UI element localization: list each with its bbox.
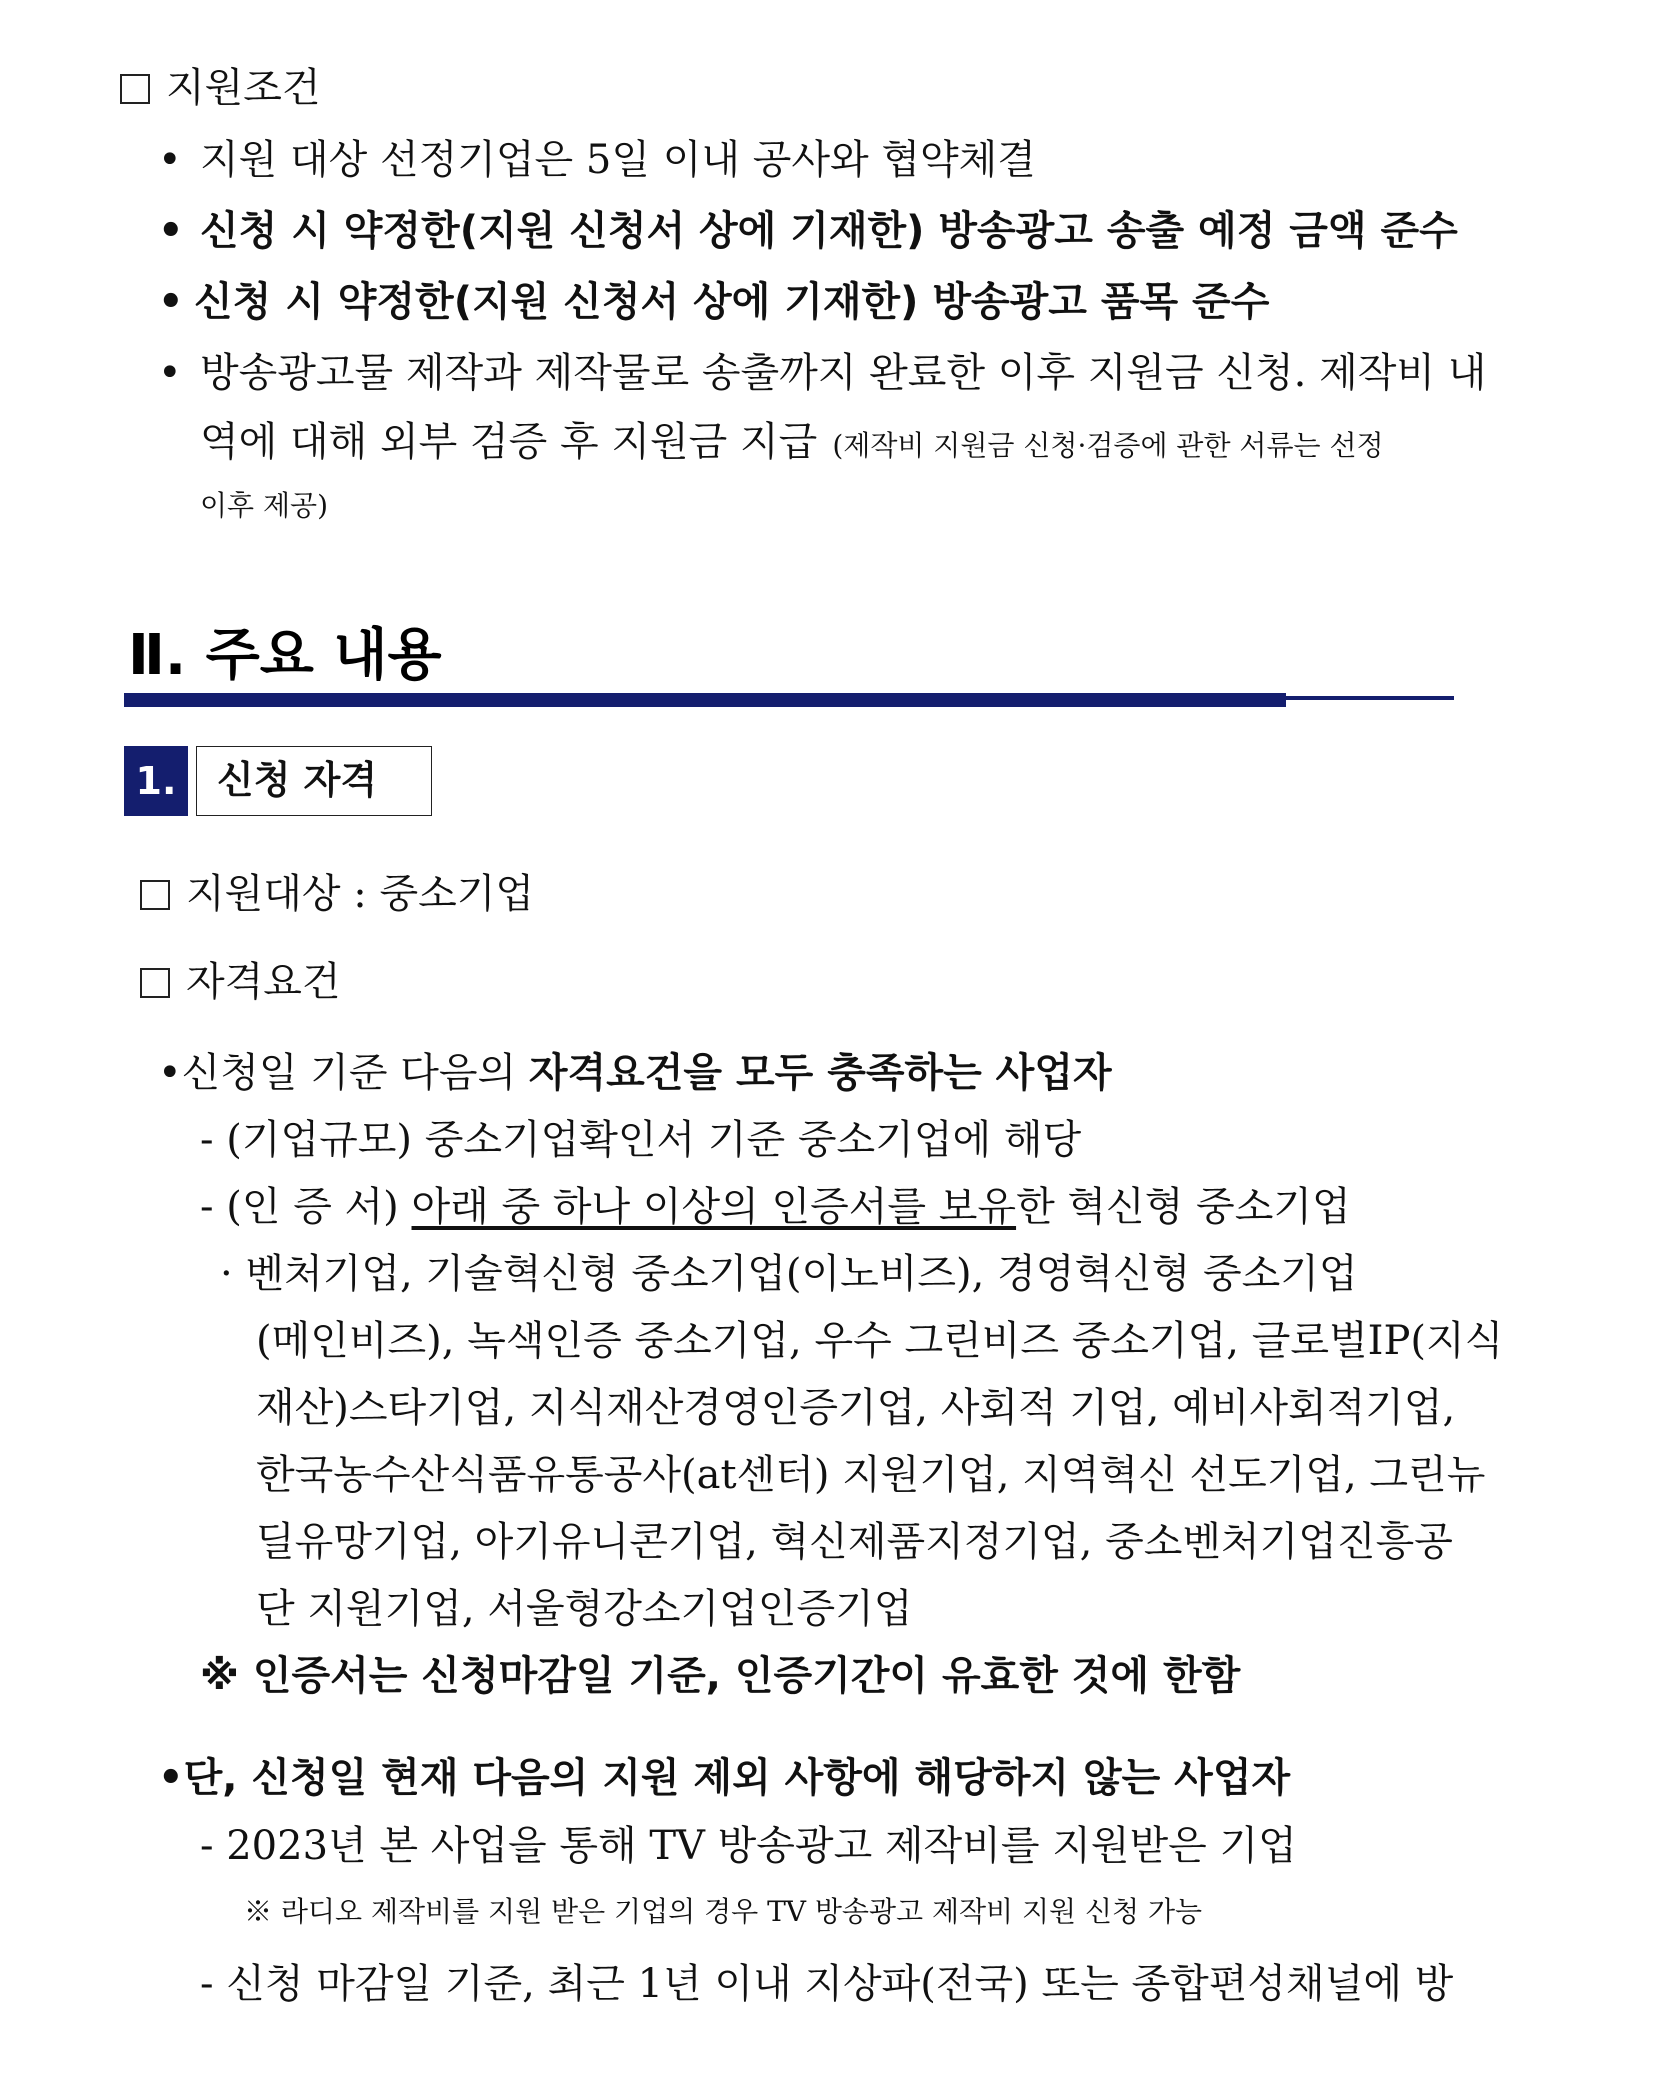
requirement-bullet-a [158, 1047, 1112, 1099]
requirements-heading [140, 956, 341, 1008]
cert-line-6: 단 지원기업, 서울형강소기업인증기업 [256, 1586, 913, 1632]
cert-line-3: 재산)스타기업, 지식재산경영인증기업, 사회적 기업, 예비사회적기업, [256, 1385, 1456, 1431]
condition-text-1: 지원 대상 선정기업은 5일 이내 공사와 협약체결 [200, 137, 1036, 183]
support-conditions-heading-text: 지원조건 [166, 65, 321, 111]
requirement-bullet-b: •단, 신청일 현재 다음의 지원 제외 사항에 해당하지 않는 사업자 [158, 1755, 1291, 1801]
condition-text-4-line1: 방송광고물 제작과 제작물로 송출까지 완료한 이후 지원금 신청. 제작비 내 [200, 350, 1487, 396]
checkbox-square-icon [140, 880, 170, 910]
requirement-bullet-a-prefix: •신청일 기준 다음의 [158, 1050, 529, 1096]
condition-bullet-4: • [158, 350, 182, 396]
requirement-dash-2 [200, 1181, 1351, 1233]
checkbox-square-icon [120, 74, 150, 104]
requirements-heading-text: 자격요건 [186, 959, 341, 1005]
condition-bullet-3: • [158, 279, 184, 325]
bullet-dot-icon: • [158, 137, 182, 183]
condition-text-4-line2 [200, 416, 1384, 468]
checkbox-square-icon [140, 968, 170, 998]
cert-line-1: · 벤처기업, 기술혁신형 중소기업(이노비즈), 경영혁신형 중소기업 [220, 1251, 1358, 1297]
condition-bullet-2: • [158, 208, 184, 254]
subsection-title: 신청 자격 [196, 746, 432, 816]
cert-line-5: 딜유망기업, 아기유니콘기업, 혁신제품지정기업, 중소벤처기업진흥공 [256, 1519, 1453, 1565]
support-conditions-heading [120, 62, 321, 114]
exclusion-2: - 신청 마감일 기준, 최근 1년 이내 지상파(전국) 또는 종합편성채널에 방 [200, 1961, 1454, 2007]
subsection-number: 1. [124, 746, 188, 816]
requirement-dash-2-underlined: 아래 중 하나 이상의 인증서를 보유 [411, 1184, 1017, 1230]
cert-line-4: 한국농수산식품유통공사(at센터) 지원기업, 지역혁신 선도기업, 그린뉴 [256, 1452, 1486, 1498]
requirement-dash-2-prefix: - (인 증 서) [200, 1184, 412, 1230]
condition-text-4-line2-main: 역에 대해 외부 검증 후 지원금 지급 [200, 419, 818, 465]
target-label: 지원대상 : 중소기업 [186, 871, 535, 917]
target-heading [140, 868, 534, 920]
certificate-validity-note: ※ 인증서는 신청마감일 기준, 인증기간이 유효한 것에 한함 [200, 1653, 1241, 1699]
requirement-dash-1: - (기업규모) 중소기업확인서 기준 중소기업에 해당 [200, 1117, 1082, 1163]
condition-text-4-line3-small: 이후 제공) [200, 489, 329, 522]
requirement-bullet-a-bold: 자격요건을 모두 충족하는 사업자 [528, 1050, 1112, 1096]
cert-line-2: (메인비즈), 녹색인증 중소기업, 우수 그린비즈 중소기업, 글로벌IP(지식 [256, 1318, 1504, 1364]
exclusion-1: - 2023년 본 사업을 통해 TV 방송광고 제작비를 지원받은 기업 [200, 1823, 1297, 1869]
condition-text-2: 신청 시 약정한(지원 신청서 상에 기재한) 방송광고 송출 예정 금액 준수 [200, 208, 1458, 254]
exclusion-1-note: ※ 라디오 제작비를 지원 받은 기업의 경우 TV 방송광고 제작비 지원 신청 가능 [244, 1895, 1203, 1928]
condition-text-3: 신청 시 약정한(지원 신청서 상에 기재한) 방송광고 품목 준수 [194, 279, 1270, 325]
requirement-dash-2-suffix: 한 혁신형 중소기업 [1016, 1184, 1351, 1230]
condition-text-4-line2-small: (제작비 지원금 신청·검증에 관한 서류는 선정 [832, 429, 1384, 462]
section-rule-thin [1286, 696, 1454, 700]
section-title: Ⅱ. 주요 내용 [128, 623, 442, 688]
condition-bullet-1 [158, 134, 182, 186]
section-rule-thick [124, 693, 1286, 707]
